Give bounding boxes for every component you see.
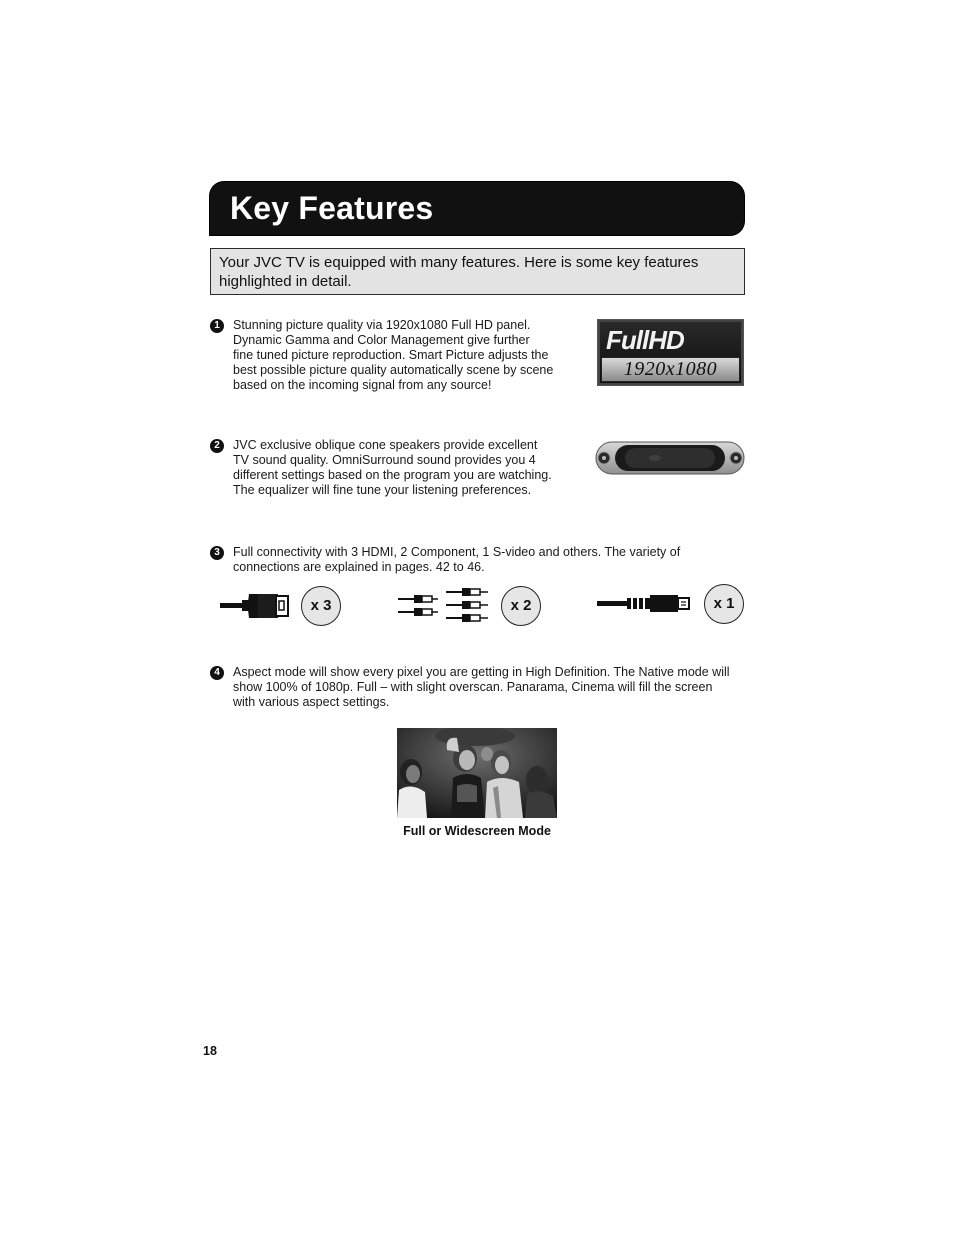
component-count-badge: x 2 bbox=[501, 586, 541, 626]
component-cable-icon bbox=[398, 586, 494, 626]
feature-2-line: The equalizer will fine tune your listening preferences. bbox=[233, 483, 532, 497]
feature-4-line: with various aspect settings. bbox=[233, 695, 390, 709]
hdmi-cable-icon bbox=[220, 590, 292, 622]
resolution-logo-text: 1920x1080 bbox=[601, 357, 740, 382]
feature-4-line: Aspect mode will show every pixel you are getting in High Definition. The Native mode will bbox=[233, 665, 730, 679]
feature-1-line: based on the incoming signal from any source! bbox=[233, 378, 492, 392]
hdmi-count-badge: x 3 bbox=[301, 586, 341, 626]
feature-number-2: 2 bbox=[210, 439, 224, 453]
title-bar bbox=[210, 182, 744, 235]
feature-3-line: Full connectivity with 3 HDMI, 2 Component, 1 S-video and others. The variety of bbox=[233, 545, 681, 559]
full-hd-logo-text: FullHD bbox=[606, 325, 684, 355]
feature-number-4: 4 bbox=[210, 666, 224, 680]
feature-number-3: 3 bbox=[210, 546, 224, 560]
page-title: Key Features bbox=[230, 190, 434, 226]
feature-1-line: best possible picture quality automatically scene by scene bbox=[233, 363, 554, 377]
feature-3-line: connections are explained in pages. 42 to 46. bbox=[233, 560, 485, 574]
feature-2-line: different settings based on the program you are watching. bbox=[233, 468, 552, 482]
feature-1-line: fine tuned picture reproduction. Smart Picture adjusts the bbox=[233, 348, 549, 362]
full-hd-logo bbox=[597, 319, 744, 386]
feature-1-line: Dynamic Gamma and Color Management give further bbox=[233, 333, 530, 347]
page-number: 18 bbox=[203, 1044, 217, 1058]
svideo-count-badge: x 1 bbox=[704, 584, 744, 624]
photo-caption: Full or Widescreen Mode bbox=[403, 824, 551, 838]
speaker-image bbox=[595, 439, 745, 477]
feature-2-line: JVC exclusive oblique cone speakers provide excellent bbox=[233, 438, 538, 452]
feature-2-line: TV sound quality. OmniSurround sound provides you 4 bbox=[233, 453, 536, 467]
feature-number-1: 1 bbox=[210, 319, 224, 333]
feature-4-text bbox=[233, 665, 730, 710]
feature-3-text bbox=[233, 545, 680, 575]
feature-1-text bbox=[233, 318, 553, 393]
intro-box: Your JVC TV is equipped with many features. Here is some key features highlighted in detail. bbox=[210, 248, 745, 295]
svideo-cable-icon bbox=[597, 592, 693, 616]
feature-1-line: Stunning picture quality via 1920x1080 Full HD panel. bbox=[233, 318, 531, 332]
feature-2-text bbox=[233, 438, 552, 498]
widescreen-photo bbox=[397, 728, 557, 818]
feature-4-line: show 100% of 1080p. Full – with slight overscan. Panarama, Cinema will fill the screen bbox=[233, 680, 713, 694]
